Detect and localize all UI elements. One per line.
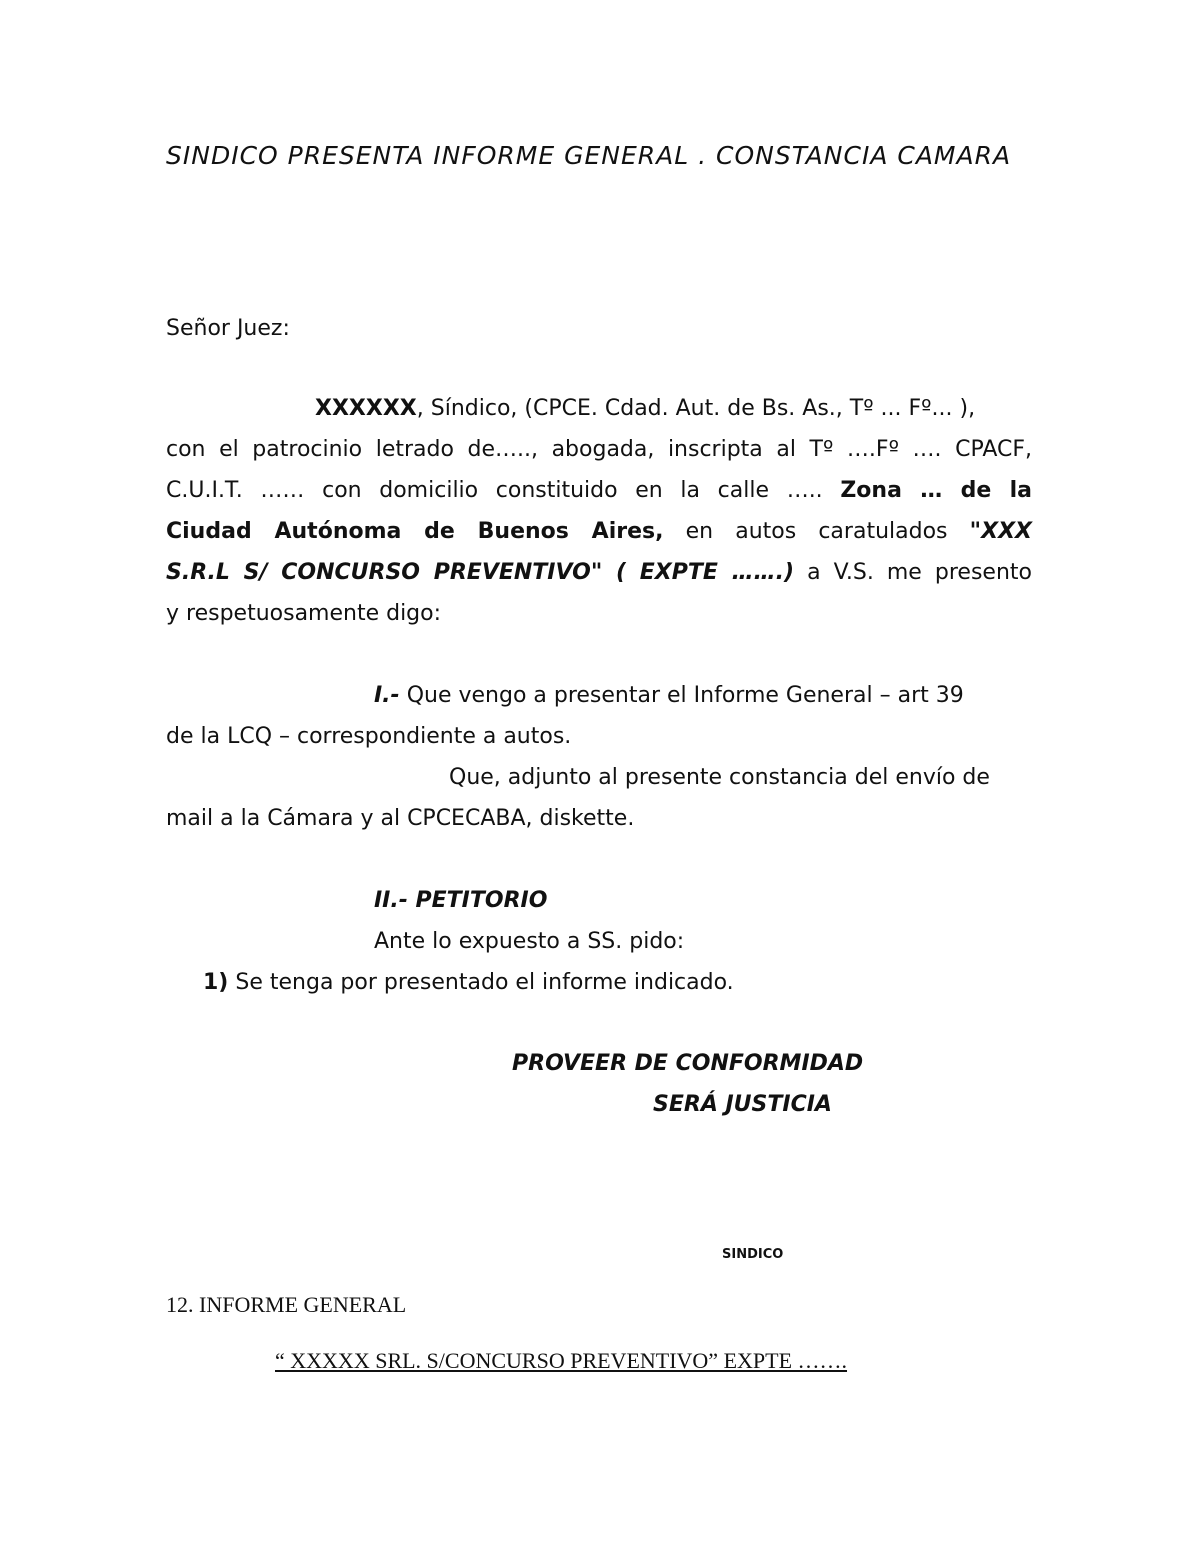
closing-line-1: PROVEER DE CONFORMIDAD: [512, 1051, 864, 1076]
intro-line-3: [166, 470, 1032, 511]
sindico-name: XXXXXX: [315, 396, 417, 421]
intro-line-5: [166, 552, 1032, 593]
intro-line-4: [166, 511, 1032, 552]
section-1-line-1: [374, 675, 964, 716]
section-1-line-2: de la LCQ – correspondiente a autos.: [166, 724, 572, 749]
intro-line-3-a: C.U.I.T. …… con domicilio constituido en la calle …..: [166, 478, 823, 503]
annex-caption: “ XXXXX SRL. S/CONCURSO PREVENTIVO” EXPTE …….: [275, 1348, 848, 1373]
intro-line-1: [315, 388, 975, 429]
section-1-text-1: Que vengo a presentar el Informe General – art 39: [406, 683, 964, 708]
section-1-number: I.-: [374, 683, 400, 708]
intro-caratulados: en autos caratulados: [685, 519, 948, 544]
intro-presento: a V.S. me presento: [807, 560, 1032, 585]
signature-label: SINDICO: [722, 1247, 784, 1262]
section-2-heading: II.- PETITORIO: [374, 888, 548, 913]
intro-line-6: y respetuosamente digo:: [166, 601, 442, 626]
intro-zona: Zona … de la: [840, 478, 1032, 503]
section-1-line-3: Que, adjunto al presente constancia del envío de: [449, 765, 990, 790]
greeting: Señor Juez:: [166, 316, 290, 341]
closing-line-2: SERÁ JUSTICIA: [653, 1092, 832, 1117]
intro-ciudad: Ciudad Autónoma de Buenos Aires,: [166, 519, 664, 544]
document-title: SINDICO PRESENTA INFORME GENERAL . CONSTANCIA CAMARA: [166, 141, 1012, 170]
section-2-lead: Ante lo expuesto a SS. pido:: [374, 929, 685, 954]
petition-item-text: Se tenga por presentado el informe indicado.: [235, 970, 734, 995]
petition-item-1: [203, 962, 734, 1003]
intro-line-2: con el patrocinio letrado de….., abogada, inscripta al Tº ….Fº …. CPACF,: [166, 437, 1032, 462]
section-1-line-4: mail a la Cámara y al CPCECABA, diskette.: [166, 806, 635, 831]
intro-autos-title: S.R.L S/ CONCURSO PREVENTIVO" ( EXPTE …….): [166, 560, 795, 585]
intro-autos-start: "XXX: [969, 519, 1032, 544]
annex-heading: 12. INFORME GENERAL: [166, 1292, 407, 1317]
intro-line-1-rest: , Síndico, (CPCE. Cdad. Aut. de Bs. As., Tº ... Fº... ),: [416, 396, 976, 421]
petition-item-number: 1): [203, 970, 229, 995]
